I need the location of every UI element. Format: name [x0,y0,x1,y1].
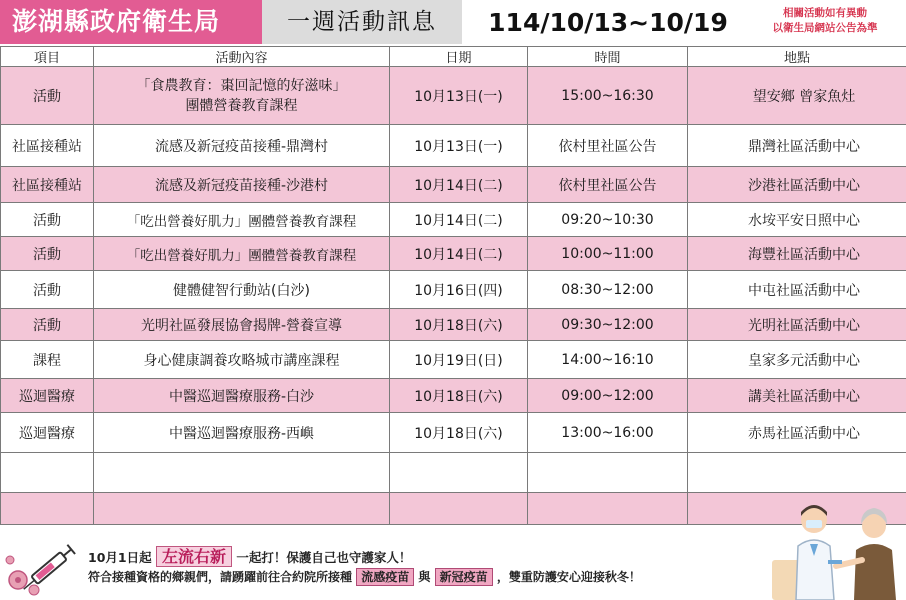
conjunction-text: 與 [418,570,431,584]
row-date: 10月18日(六) [390,379,528,413]
header [0,0,906,44]
empty-cell [1,453,94,493]
footer-line-2 [88,568,641,585]
row-content: 身心健康調養攻略城市講座課程 [94,341,390,379]
row-time: 依村里社區公告 [528,167,688,203]
row-category: 社區接種站 [1,167,94,203]
row-date: 10月18日(六) [390,413,528,453]
empty-cell [390,453,528,493]
change-notice [748,6,902,36]
syringe-virus-icon [4,540,84,598]
table-header-row [1,47,906,67]
row-date: 10月13日(一) [390,67,528,125]
empty-row [1,453,906,493]
empty-cell [528,493,688,525]
row-location-text: 赤馬社區活動中心 [748,425,860,442]
notice-line-2: 以衛生局網站公告為準 [772,22,878,34]
row-content: 流感及新冠疫苗接種-鼎灣村 [94,125,390,167]
row-time: 09:30~12:00 [528,309,688,341]
row-date: 10月14日(二) [390,203,528,237]
row-date: 10月13日(一) [390,125,528,167]
row-content: 中醫巡迴醫療服務-白沙 [94,379,390,413]
row-category: 活動 [1,67,94,125]
page-subtitle: 一週活動訊息 [262,0,462,44]
row-content-line-2: 團體營養教育課程 [185,97,298,114]
row-content-line-1: 「食農教育：棗回記憶的好滋味」 [136,77,347,94]
row-time: 13:00~16:00 [528,413,688,453]
flu-vaccine-badge: 流感疫苗 [356,568,414,586]
row-location: 沙港社區活動中心 [688,167,906,203]
row-location: 望安鄉 曾家魚灶 [688,67,906,125]
header-date: 日期 [390,47,528,67]
row-date: 10月14日(二) [390,167,528,203]
row-content: 光明社區發展協會揭牌-營養宣導 [94,309,390,341]
footer-line-2-suffix: ，雙重防護安心迎接秋冬！ [496,570,641,584]
table-row [1,413,906,453]
empty-cell [390,493,528,525]
table-row [1,271,906,309]
row-category: 活動 [1,203,94,237]
footer-date-prefix: 10月1日起 [88,550,152,565]
table-row [1,67,906,125]
row-location: 鼎灣社區活動中心 [688,125,906,167]
row-location: 皇家多元活動中心 [688,341,906,379]
row-category: 活動 [1,271,94,309]
row-location: 講美社區活動中心 [688,379,906,413]
slogan-badge: 左流右新 [156,546,232,567]
empty-cell [1,493,94,525]
row-content: 「吃出營養好肌力」團體營養教育課程 [94,237,390,271]
row-category: 活動 [1,237,94,271]
row-content: 中醫巡迴醫療服務-西嶼 [94,413,390,453]
row-time: 09:20~10:30 [528,203,688,237]
empty-cell [94,493,390,525]
row-location [688,413,906,453]
row-time: 14:00~16:10 [528,341,688,379]
row-category: 課程 [1,341,94,379]
covid-vaccine-badge: 新冠疫苗 [435,568,493,586]
row-time: 10:00~11:00 [528,237,688,271]
empty-cell [94,453,390,493]
footer-line-1-suffix: 一起打！保護自己也守護家人！ [236,550,412,565]
doctor-patient-illustration [766,494,902,600]
table-row [1,237,906,271]
row-date: 10月18日(六) [390,309,528,341]
date-range: 114/10/13~10/19 [488,8,728,37]
header-category: 項目 [1,47,94,67]
row-category: 社區接種站 [1,125,94,167]
row-category: 巡迴醫療 [1,413,94,453]
table-row [1,167,906,203]
footer-line-1 [88,544,411,567]
table-row [1,203,906,237]
row-time: 15:00~16:30 [528,67,688,125]
row-content: 「吃出營養好肌力」團體營養教育課程 [94,203,390,237]
row-content [94,67,390,125]
row-location: 光明社區活動中心 [688,309,906,341]
row-time: 依村里社區公告 [528,125,688,167]
header-location: 地點 [688,47,906,67]
table-row [1,379,906,413]
row-category: 巡迴醫療 [1,379,94,413]
row-time: 09:00~12:00 [528,379,688,413]
header-content: 活動內容 [94,47,390,67]
row-date: 10月16日(四) [390,271,528,309]
table-row [1,125,906,167]
org-title: 澎湖縣政府衛生局 [0,0,262,44]
empty-cell [688,453,906,493]
row-time: 08:30~12:00 [528,271,688,309]
empty-cell [528,453,688,493]
header-time: 時間 [528,47,688,67]
row-location: 中屯社區活動中心 [688,271,906,309]
row-category: 活動 [1,309,94,341]
table-row [1,309,906,341]
row-location: 海豐社區活動中心 [688,237,906,271]
row-content: 流感及新冠疫苗接種-沙港村 [94,167,390,203]
row-location: 水垵平安日照中心 [688,203,906,237]
row-date: 10月14日(二) [390,237,528,271]
row-date: 10月19日(日) [390,341,528,379]
row-content: 健體健智行動站(白沙) [94,271,390,309]
schedule-table [0,46,906,525]
footer-line-2-prefix: 符合接種資格的鄉親們，請踴躍前往合約院所接種 [88,570,353,584]
table-row [1,341,906,379]
notice-line-1: 相關活動如有異動 [783,7,867,19]
